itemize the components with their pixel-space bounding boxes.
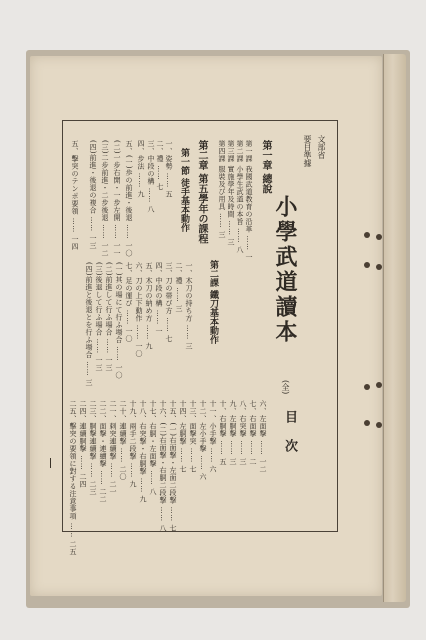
toc-entry: 二、禮 …… 七 [156,140,164,191]
binding-hole [364,262,370,268]
toc-entry: 一、姿勢 …… 五 [165,140,173,198]
toc-entry: 三、中段の構 …… 八 [147,140,155,213]
toc-entry: 十六、(二)右面撃・右胴二段撃 …… 八 [159,400,167,532]
book-right-edge [383,54,406,602]
toc-entry: 一、木刀の持ち方 …… 三 [185,262,193,350]
toc-entry: 九、左胴撃 …… 三 [229,400,237,466]
toc-entry: 第一課 我國武道教育の沿革 …… 一 [245,140,253,261]
toc-label: 目次 [282,410,297,468]
chapter-heading: 第二課 鐵刀基本動作 [208,260,218,345]
toc-entry: 十八、右突撃・右胴撃 …… 九 [139,400,147,503]
toc-entry: (一)其の場にて行ふ場合 …… 一〇 [115,262,123,379]
binding-hole [364,232,370,238]
binding-hole [376,422,382,428]
chapter-heading: 第一章 總說 [260,140,271,194]
chapter-heading: 第二章 第五學年の課程 [196,140,207,244]
binding-hole [364,420,370,426]
toc-entry: (二)前進して行ふ場合 …… 一三 [105,262,113,372]
toc-entry: 六、刀の上下動作 …… 一〇 [135,262,143,358]
toc-entry: 二、禮 …… 三 [175,262,183,313]
binding-hole [376,234,382,240]
toc-entry: 七、右面撃 …… 二 [249,400,257,466]
toc-entry: 四、步法 …… 九 [137,140,145,198]
toc-entry: (三)二步前進・二步後退 …… 一二 [101,140,109,257]
toc-entry: 十一、小手撃 …… 六 [209,400,217,473]
toc-entry: 十、右胴撃 …… 五 [219,400,227,466]
page-mark [50,458,51,468]
toc-entry: 二一、刺突連續撃 …… 二一 [109,400,117,496]
publisher-line: 文部省 [317,135,326,159]
toc-entry: (四)前進と後退とを行ふ場合 …… 三 [85,262,93,387]
toc-entry: 十四、左胴撃 …… 七 [179,400,187,473]
toc-entry: 第三課 實施學年及時間 …… 三 [227,140,235,246]
toc-entry: 五、木刀の納め方 …… 九 [145,262,153,350]
toc-entry: 四、中段の構 …… 一 [155,262,163,335]
toc-entry: 二四、連續胴撃 …… 二四 [79,400,87,488]
toc-entry: 二五、擊突の要領に對する注意事項 …… 二五 [69,400,77,556]
toc-entry: 十九、兩手二段撃 …… 九 [129,400,137,488]
toc-entry: 十三、面撃突 …… 七 [189,400,197,473]
publisher-line: 要目準據 [303,135,312,167]
toc-entry: 五、(一)歩の前進・後退 …… 一〇 [125,140,133,257]
toc-entry: 十二、左小手撃 …… 六 [199,400,207,481]
toc-entry: (二)一步右開・一步左開 …… 一一 [113,140,121,257]
toc-entry: 七、足の運び …… 一〇 [125,262,133,343]
toc-entry: 十五、(一)右面撃・左面二段撃 …… 七 [169,400,177,532]
toc-entry: 八、右突撃 …… 三 [239,400,247,466]
page-title: 小學武道讀本 [272,195,298,345]
title-suffix: (全) [281,380,290,395]
toc-entry: 第二課 小學生武道の本旨 …… 八 [236,140,244,254]
toc-entry: (三)後退して行ふ場合 …… 一三 [95,262,103,372]
binding-hole [376,264,382,270]
toc-entry: 三、刀の帯び方 …… 七 [165,262,173,343]
toc-entry: 二三、胴撃連續撃 …… 二三 [89,400,97,496]
toc-entry: 第四課 服裝及び用具 …… 三 [218,140,226,239]
binding-hole [364,384,370,390]
section-heading: 第一節 徒手基本動作 [179,148,189,233]
toc-entry: (四)前進・後退の複合 …… 一三 [89,140,97,250]
binding-hole [376,382,382,388]
toc-entry: 五、擊突のテンポ要領 …… 一四 [71,140,79,251]
toc-entry: 十七、右胴・左面撃 …… 八 [149,400,157,496]
toc-entry: 二十、連續撃 …… 二〇 [119,400,127,481]
toc-entry: 六、左面撃 …… 一二 [259,400,267,473]
toc-entry: 二二、面撃・連續撃 …… 二二 [99,400,107,503]
